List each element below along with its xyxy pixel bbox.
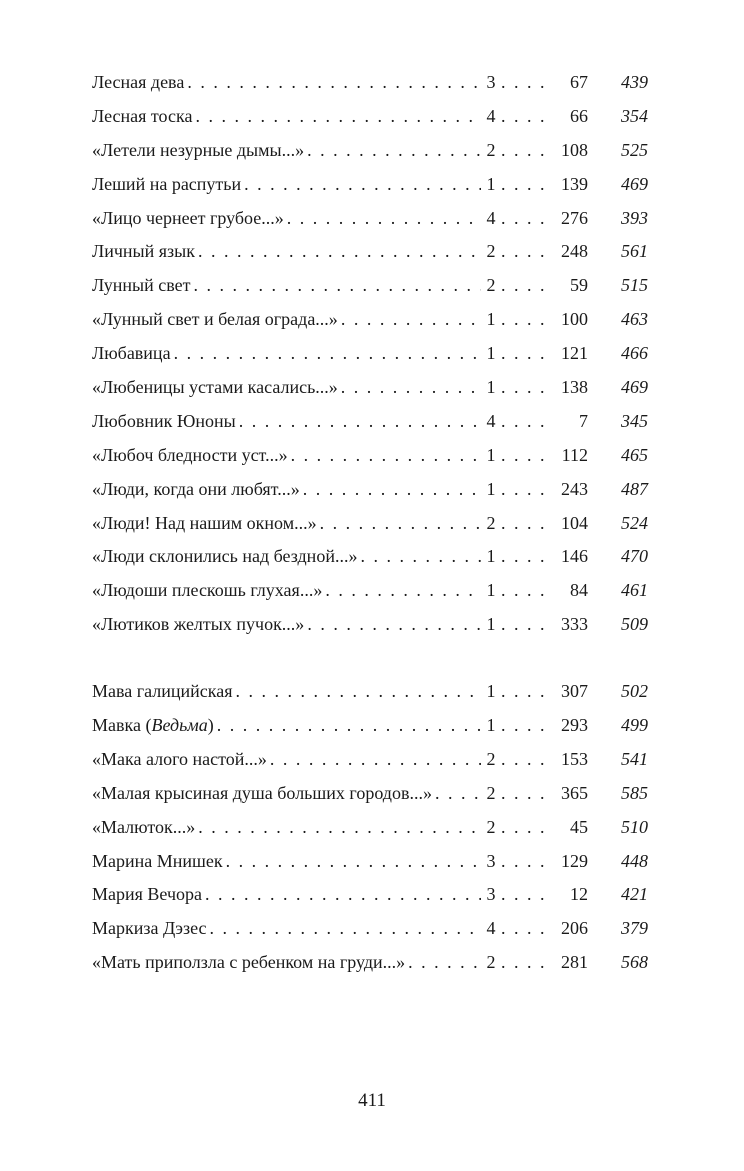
dot-leader xyxy=(239,405,481,439)
entry-volume: 1 xyxy=(486,377,496,398)
index-entry xyxy=(92,811,648,845)
entry-page: 276 xyxy=(561,207,588,228)
entry-page: 112 xyxy=(561,444,588,465)
entry-ref-page: 502 xyxy=(621,681,648,702)
entry-page: 293 xyxy=(561,715,588,736)
dot-leader xyxy=(501,100,553,134)
dot-leader xyxy=(501,811,553,845)
entry-title xyxy=(92,507,317,541)
entry-title-text: «Любеницы устами касались...» xyxy=(92,377,338,398)
entry-volume: 4 xyxy=(486,410,496,431)
entry-ref-page: 585 xyxy=(621,782,648,803)
entry-page: 121 xyxy=(561,343,588,364)
entry-title xyxy=(92,66,184,100)
dot-leader xyxy=(236,675,481,709)
dot-leader xyxy=(501,134,553,168)
index-entry xyxy=(92,337,648,371)
dot-leader xyxy=(217,709,481,743)
dot-leader xyxy=(501,777,553,811)
entry-title xyxy=(92,946,405,980)
entry-title-text: «Любоч бледности уст...» xyxy=(92,444,288,465)
dot-leader xyxy=(307,608,481,642)
dot-leader xyxy=(270,743,481,777)
dot-leader xyxy=(244,168,481,202)
entry-page: 104 xyxy=(561,512,588,533)
entry-ref-page: 509 xyxy=(621,614,648,635)
index-group xyxy=(92,66,648,642)
entry-volume: 1 xyxy=(486,546,496,567)
entry-title-text: «Люди! Над нашим окном...» xyxy=(92,512,317,533)
dot-leader xyxy=(205,878,481,912)
entry-title-text: Марина Мнишек xyxy=(92,850,223,871)
index-entry xyxy=(92,235,648,269)
entry-title-text: Любовник Юноны xyxy=(92,410,236,431)
entry-title-text: Леший на распутьи xyxy=(92,173,242,194)
entry-title-text: Мария Вечора xyxy=(92,884,202,905)
entry-title-text: «Мака алого настой...» xyxy=(92,748,267,769)
dot-leader xyxy=(501,303,553,337)
entry-title xyxy=(92,473,300,507)
entry-title-text: Мава галицийская xyxy=(92,681,233,702)
entry-title-text: Мавка ( xyxy=(92,715,152,736)
index-entry xyxy=(92,134,648,168)
entry-volume: 2 xyxy=(486,241,496,262)
dot-leader xyxy=(501,371,553,405)
entry-title-text: «Лютиков желтых пучок...» xyxy=(92,614,305,635)
dot-leader xyxy=(501,507,553,541)
dot-leader xyxy=(226,845,481,879)
entry-ref-page: 568 xyxy=(621,952,648,973)
dot-leader xyxy=(198,235,481,269)
dot-leader xyxy=(320,507,481,541)
index-entry xyxy=(92,473,648,507)
index-entry xyxy=(92,168,648,202)
entry-title xyxy=(92,709,214,743)
entry-title xyxy=(92,439,288,473)
entry-title xyxy=(92,574,322,608)
entry-ref-page: 461 xyxy=(621,580,648,601)
entry-page: 100 xyxy=(561,309,588,330)
dot-leader xyxy=(303,473,481,507)
dot-leader xyxy=(501,473,553,507)
entry-title xyxy=(92,845,223,879)
dot-leader xyxy=(210,912,481,946)
index-entry xyxy=(92,675,648,709)
entry-volume: 3 xyxy=(486,72,496,92)
entry-page: 146 xyxy=(561,546,588,567)
index-entry xyxy=(92,66,648,100)
index-entry xyxy=(92,845,648,879)
entry-title xyxy=(92,405,236,439)
entry-ref-page: 466 xyxy=(621,343,648,364)
entry-title-text: «Малюток...» xyxy=(92,816,196,837)
entry-ref-page: 463 xyxy=(621,309,648,330)
entry-title xyxy=(92,269,191,303)
entry-ref-page: 469 xyxy=(621,377,648,398)
index-entry xyxy=(92,507,648,541)
entry-volume: 3 xyxy=(486,884,496,905)
index-entry xyxy=(92,100,648,134)
entry-volume: 2 xyxy=(486,748,496,769)
entry-title xyxy=(92,878,202,912)
dot-leader xyxy=(435,777,481,811)
entry-title-text: Личный язык xyxy=(92,241,195,262)
index-entry xyxy=(92,946,648,980)
entry-title xyxy=(92,303,338,337)
entry-title-text: Лесная дева xyxy=(92,72,185,92)
entry-title-text: «Летели незурные дымы...» xyxy=(92,139,305,160)
entry-title xyxy=(92,134,304,168)
entry-title xyxy=(92,337,171,371)
index-entry xyxy=(92,608,648,642)
entry-volume: 2 xyxy=(486,952,496,973)
entry-ref-page: 465 xyxy=(621,444,648,465)
entry-ref-page: 499 xyxy=(621,715,648,736)
entry-page: 12 xyxy=(570,884,588,905)
dot-leader xyxy=(501,168,553,202)
entry-volume: 1 xyxy=(486,309,496,330)
entry-ref-page: 470 xyxy=(621,546,648,567)
dot-leader xyxy=(341,303,481,337)
entry-title xyxy=(92,912,207,946)
entry-volume: 1 xyxy=(486,173,496,194)
index-entry xyxy=(92,574,648,608)
entry-volume: 1 xyxy=(486,478,496,499)
entry-volume: 1 xyxy=(486,614,496,635)
entry-title xyxy=(92,202,284,236)
dot-leader xyxy=(501,946,553,980)
index-entry xyxy=(92,709,648,743)
entry-ref-page: 345 xyxy=(621,410,648,431)
entry-title-text: Лунный свет xyxy=(92,275,191,296)
dot-leader xyxy=(501,66,553,100)
dot-leader xyxy=(287,202,481,236)
entry-title xyxy=(92,675,233,709)
entry-page: 243 xyxy=(561,478,588,499)
entry-title-text: «Лицо чернеет грубое...» xyxy=(92,207,284,228)
entry-volume: 3 xyxy=(486,850,496,871)
dot-leader xyxy=(501,878,553,912)
entry-page: 108 xyxy=(561,139,588,160)
entry-volume: 1 xyxy=(486,715,496,736)
index-entry xyxy=(92,878,648,912)
entry-page: 307 xyxy=(561,681,588,702)
dot-leader xyxy=(501,912,553,946)
entry-title-text: Маркиза Дэзес xyxy=(92,918,207,939)
dot-leader xyxy=(501,202,553,236)
entry-volume: 1 xyxy=(486,343,496,364)
dot-leader xyxy=(501,709,553,743)
page-number: 411 xyxy=(358,1090,386,1111)
dot-leader xyxy=(408,946,481,980)
entry-ref-page: 421 xyxy=(621,884,648,905)
dot-leader xyxy=(501,405,553,439)
entry-title xyxy=(92,777,432,811)
entry-title-text: «Людоши плескошь глухая...» xyxy=(92,580,323,601)
entry-volume: 2 xyxy=(486,512,496,533)
index-entry xyxy=(92,371,648,405)
entry-volume: 4 xyxy=(486,918,496,939)
dot-leader xyxy=(501,675,553,709)
entry-page: 129 xyxy=(561,850,588,871)
index-entry xyxy=(92,269,648,303)
index-page xyxy=(92,66,648,980)
entry-page: 139 xyxy=(561,173,588,194)
entry-title-text: «Малая крысиная душа больших городов...» xyxy=(92,782,432,803)
entry-ref-page: 487 xyxy=(621,478,648,499)
entry-page: 206 xyxy=(561,918,588,939)
entry-volume: 4 xyxy=(486,105,496,126)
entry-title-text: «Люди склонились над бездной...» xyxy=(92,546,358,567)
entry-page: 67 xyxy=(570,72,588,92)
dot-leader xyxy=(360,540,481,574)
entry-ref-page: 541 xyxy=(621,748,648,769)
entry-page: 281 xyxy=(561,952,588,973)
entry-ref-page: 469 xyxy=(621,173,648,194)
entry-ref-page: 379 xyxy=(621,918,648,939)
entry-title-text: «Лунный свет и белая ограда...» xyxy=(92,309,338,330)
entry-page: 84 xyxy=(570,580,588,601)
dot-leader xyxy=(307,134,481,168)
entry-volume: 2 xyxy=(486,139,496,160)
entry-page: 248 xyxy=(561,241,588,262)
dot-leader xyxy=(341,371,481,405)
entry-title xyxy=(92,540,357,574)
entry-title-tail: ) xyxy=(207,715,214,736)
index-entry xyxy=(92,303,648,337)
dot-leader xyxy=(501,540,553,574)
dot-leader xyxy=(325,574,481,608)
entry-title xyxy=(92,811,195,845)
dot-leader xyxy=(195,100,481,134)
dot-leader xyxy=(501,235,553,269)
entry-volume: 2 xyxy=(486,782,496,803)
entry-volume: 1 xyxy=(486,444,496,465)
entry-title xyxy=(92,371,338,405)
entry-volume: 1 xyxy=(486,681,496,702)
entry-volume: 2 xyxy=(486,816,496,837)
entry-title-text: Лесная тоска xyxy=(92,105,193,126)
entry-page: 7 xyxy=(579,410,588,431)
entry-title xyxy=(92,608,304,642)
dot-leader xyxy=(501,608,553,642)
entry-title-text: Любавица xyxy=(92,343,171,364)
entry-page: 45 xyxy=(570,816,588,837)
entry-title-text: «Мать приползла с ребенком на груди...» xyxy=(92,952,406,973)
entry-ref-page: 515 xyxy=(621,275,648,296)
dot-leader xyxy=(501,337,553,371)
index-entry xyxy=(92,202,648,236)
entry-ref-page: 439 xyxy=(621,72,648,92)
index-entry xyxy=(92,912,648,946)
entry-page: 59 xyxy=(570,275,588,296)
index-entry xyxy=(92,743,648,777)
entry-title xyxy=(92,743,267,777)
entry-ref-page: 354 xyxy=(621,105,648,126)
entry-ref-page: 510 xyxy=(621,816,648,837)
entry-volume: 4 xyxy=(486,207,496,228)
dot-leader xyxy=(291,439,481,473)
entry-page: 138 xyxy=(561,377,588,398)
entry-ref-page: 561 xyxy=(621,241,648,262)
entry-page: 365 xyxy=(561,782,588,803)
dot-leader xyxy=(501,269,553,303)
dot-leader xyxy=(174,337,481,371)
dot-leader xyxy=(501,743,553,777)
dot-leader xyxy=(501,845,553,879)
index-entry xyxy=(92,405,648,439)
dot-leader xyxy=(194,269,482,303)
entry-ref-page: 525 xyxy=(621,139,648,160)
index-entry xyxy=(92,777,648,811)
entry-volume: 1 xyxy=(486,580,496,601)
index-group xyxy=(92,675,648,980)
entry-ref-page: 448 xyxy=(621,850,648,871)
dot-leader xyxy=(187,66,481,100)
entry-title xyxy=(92,235,195,269)
dot-leader xyxy=(501,574,553,608)
entry-page: 333 xyxy=(561,614,588,635)
index-entry xyxy=(92,540,648,574)
entry-title xyxy=(92,168,241,202)
entry-page: 153 xyxy=(561,748,588,769)
dot-leader xyxy=(501,439,553,473)
entry-title-text: «Люди, когда они любят...» xyxy=(92,478,300,499)
entry-ref-page: 393 xyxy=(621,207,648,228)
dot-leader xyxy=(198,811,481,845)
entry-ref-page: 524 xyxy=(621,512,648,533)
index-entry xyxy=(92,439,648,473)
entry-volume: 2 xyxy=(486,275,496,296)
entry-page: 66 xyxy=(570,105,588,126)
entry-title-italic: Ведьма xyxy=(151,715,208,736)
entry-title xyxy=(92,100,192,134)
